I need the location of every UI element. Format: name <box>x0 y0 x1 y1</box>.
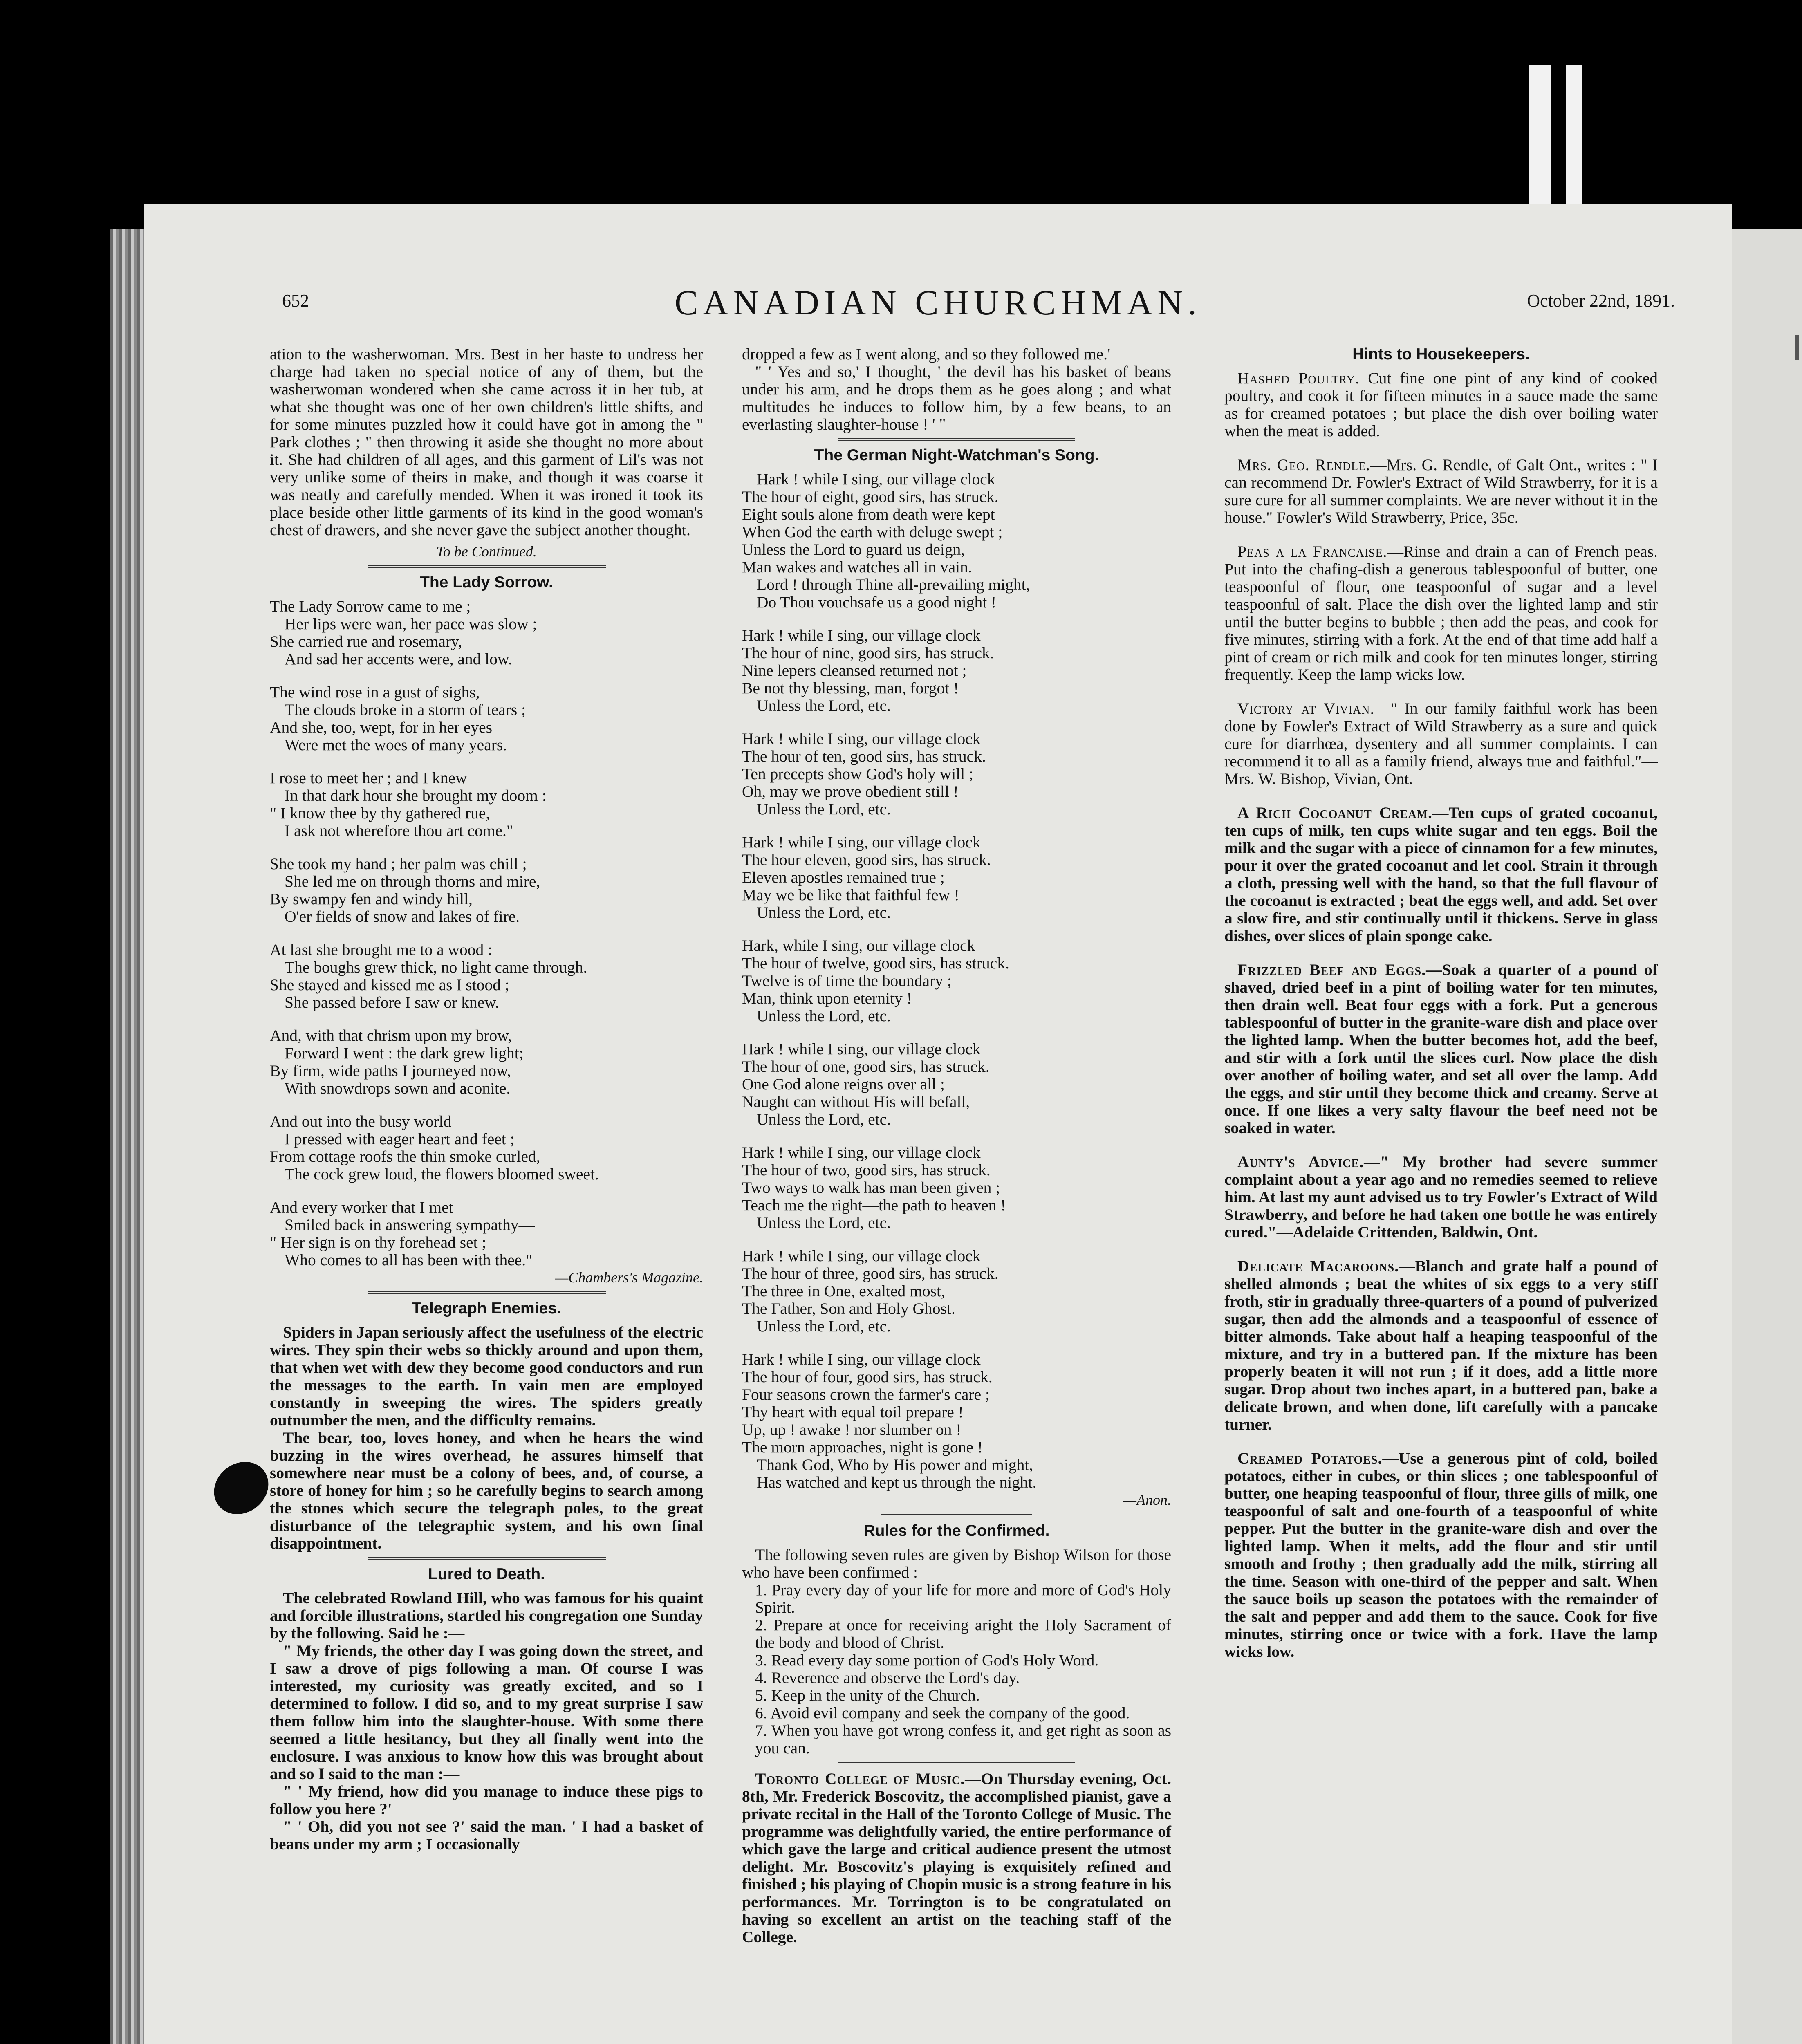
poem-line: Hark ! while I sing, our village clock <box>742 626 981 644</box>
hint-text: Cut fine one pint of any kind of cooked poultry, and cook it for fifteen minutes in a sauce made the same as for creamed potatoes ; but place the dish over boiling water when the meat is added. <box>1224 369 1658 440</box>
poem-line: Smiled back in answering sympathy— <box>285 1216 535 1234</box>
section-rule <box>881 1514 1032 1516</box>
article-title: Telegraph Enemies. <box>412 1300 561 1317</box>
page-edge <box>110 229 144 2044</box>
poem-line: The hour of eight, good sirs, has struck. <box>742 488 999 506</box>
poem-line: The morn approaches, night is gone ! <box>742 1438 983 1456</box>
poem-line: She carried rue and rosemary, <box>270 632 462 650</box>
poem-line: And she, too, wept, for in her eyes <box>270 718 493 736</box>
adjacent-page <box>1732 229 1802 2044</box>
story-continuation: dropped a few as I went along, and so they followed me.' <box>742 345 1111 363</box>
poem-line: Two ways to walk has man been given ; <box>742 1179 1000 1197</box>
stanza <box>742 1040 1171 1128</box>
masthead: CANADIAN CHURCHMAN. <box>675 283 1201 322</box>
poem-line: The cock grew loud, the flowers bloomed sweet. <box>285 1165 599 1183</box>
stanza <box>742 730 1171 818</box>
hint-head: Victory at Vivian. <box>1237 699 1375 717</box>
poem-line: Hark, while I sing, our village clock <box>742 937 975 955</box>
poem-line: In that dark hour she brought my doom : <box>285 787 547 805</box>
rule-item: 5. Keep in the unity of the Church. <box>755 1686 980 1704</box>
poem-line: One God alone reigns over all ; <box>742 1075 945 1093</box>
stanza <box>270 598 703 668</box>
hint-item <box>1224 370 1658 440</box>
hint-item <box>1224 1153 1658 1241</box>
poem-line: Her lips were wan, her pace was slow ; <box>285 615 537 633</box>
poem-line: Were met the woes of many years. <box>285 736 507 754</box>
news-head: Toronto College of Music. <box>755 1770 965 1788</box>
page-number: 652 <box>282 291 309 311</box>
stanza <box>270 769 703 840</box>
poem-line: The hour of one, good sirs, has struck. <box>742 1058 990 1076</box>
poem-line: Forward I went : the dark grew light; <box>285 1044 524 1062</box>
poem-line: Unless the Lord, etc. <box>757 1110 891 1128</box>
poem-line: The hour of nine, good sirs, has struck. <box>742 644 994 662</box>
poem-line: She stayed and kissed me as I stood ; <box>270 976 509 994</box>
poem-line: Man, think upon eternity ! <box>742 989 912 1007</box>
stanza <box>742 1247 1171 1335</box>
news-text: —On Thursday evening, Oct. 8th, Mr. Frederick Boscovitz, the accomplished pianist, gave a private recital in the Hall of the Toronto College of Music. The programme was delightfully varied, the entire performance of which gave the large and critical audience present the utmost delight. Mr. Boscovitz's playing is exquisitely refined and finished ; his playing of Chopin music is a strong feature in his performances. Mr. Torrington is to be congratulated on having so excellent an artist on the teaching staff of the College. <box>742 1770 1171 1946</box>
poem-night-watchman <box>742 471 1171 1509</box>
poem-line: The clouds broke in a storm of tears ; <box>285 701 526 719</box>
article-paragraph: The bear, too, loves honey, and when he hears the wind buzzing in the wires overhead, he assures himself that somewhere near must be a colony of bees, and, of course, a store of honey for him ; so he carefully begins to search among the stones which secure the telegraph poles, to the great disturbance of the telegraphic system, and his own final disappointment. <box>270 1429 703 1552</box>
hint-item <box>1224 1450 1658 1661</box>
poem-line: The hour of three, good sirs, has struck. <box>742 1264 999 1282</box>
poem-line: I rose to meet her ; and I knew <box>270 769 467 787</box>
poem-line: Unless the Lord, etc. <box>757 1007 891 1025</box>
section-rule <box>368 1557 606 1560</box>
hint-head: Aunty's Advice. <box>1237 1153 1364 1171</box>
article-lured-to-death <box>270 1589 703 1853</box>
page-header <box>144 282 1732 323</box>
hint-item <box>1224 804 1658 945</box>
poem-line: The hour of two, good sirs, has struck. <box>742 1161 991 1179</box>
poem-line: Hark ! while I sing, our village clock <box>742 1040 981 1058</box>
article-paragraph: " ' Oh, did you not see ?' said the man. ' I had a basket of beans under my arm ; I occasionally <box>270 1818 703 1853</box>
poem-line: The boughs grew thick, no light came through. <box>285 958 587 976</box>
poem-line: Hark ! while I sing, our village clock <box>742 1350 981 1368</box>
poem-line: And out into the busy world <box>270 1112 452 1130</box>
poem-line: Thank God, Who by His power and might, <box>757 1456 1033 1474</box>
poem-line: Man wakes and watches all in vain. <box>742 558 972 576</box>
poem-line: Unless the Lord, etc. <box>757 800 891 818</box>
poem-line: The Lady Sorrow came to me ; <box>270 597 471 615</box>
to-be-continued: To be Continued. <box>436 543 537 560</box>
hint-text: —Soak a quarter of a pound of shaved, dried beef in a pint of boiling water for ten minutes, then drain well. Beat four eggs with a fork. Put a generous tablespoonful of butter in the granite-ware dish and place over the lighted lamp. When the butter becomes hot, add the beef, and stir with a fork until the slices curl. Now place the dish over another of boiling water, and set all over the lamp. Add the eggs, and stir until they become thick and creamy. Serve at once. If one likes a very salty flavour the beef need not be soaked in water. <box>1224 961 1658 1137</box>
article-title: Lured to Death. <box>428 1565 545 1583</box>
poem-line: Ten precepts show God's holy will ; <box>742 765 974 783</box>
hint-item <box>1224 961 1658 1137</box>
article-paragraph: The celebrated Rowland Hill, who was famous for his quaint and forcible illustrations, startled his congregation one Sunday by the following. Said he :— <box>270 1589 703 1642</box>
hint-item <box>1224 456 1658 527</box>
hint-item <box>1224 1257 1658 1433</box>
poem-line: Twelve is of time the boundary ; <box>742 972 952 990</box>
poem-line: Do Thou vouchsafe us a good night ! <box>757 593 997 611</box>
stanza <box>742 1144 1171 1232</box>
poem-line: Hark ! while I sing, our village clock <box>742 1247 981 1265</box>
stanza <box>742 1351 1171 1491</box>
poem-line: She passed before I saw or knew. <box>285 993 500 1011</box>
poem-line: May we be like that faithful few ! <box>742 886 959 904</box>
hint-head: Mrs. Geo. Rendle. <box>1237 456 1371 474</box>
column-1 <box>270 345 703 1853</box>
hint-head: Delicate Macaroons. <box>1237 1257 1399 1275</box>
poem-line: From cottage roofs the thin smoke curled, <box>270 1148 540 1165</box>
poem-line: Eleven apostles remained true ; <box>742 868 945 886</box>
poem-line: Oh, may we prove obedient still ! <box>742 782 959 800</box>
poem-line: Four seasons crown the farmer's care ; <box>742 1385 990 1403</box>
hint-text: —Blanch and grate half a pound of shelled almonds ; beat the whites of six eggs to a very stiff froth, stir in gradually three-quarters of a pound of pulverized sugar, then add the almonds and a teaspoonful of essence of bitter almonds. Take about half a heaping teaspoonful of the mixture, and try in a buttered pan. If the mixture has been properly beaten it will not run ; if it does, add a little more sugar. Drop about two inches apart, in a buttered pan, bake a delicate brown, and when done, lift carefully with a pancake turner. <box>1224 1257 1658 1433</box>
poem-line: By firm, wide paths I journeyed now, <box>270 1062 511 1080</box>
poem-line: Hark ! while I sing, our village clock <box>742 1143 981 1161</box>
news-toronto-college <box>742 1770 1171 1946</box>
poem-line: And sad her accents were, and low. <box>285 650 512 668</box>
section-rule <box>368 565 606 568</box>
hint-item <box>1224 700 1658 788</box>
poem-line: Unless the Lord, etc. <box>757 903 891 921</box>
article-title: Rules for the Confirmed. <box>863 1522 1050 1540</box>
poem-line: At last she brought me to a wood : <box>270 941 493 959</box>
stanza <box>270 1113 703 1183</box>
hint-head: Hashed Poultry. <box>1237 369 1360 387</box>
poem-line: She took my hand ; her palm was chill ; <box>270 855 527 873</box>
story-continuation: " ' Yes and so,' I thought, ' the devil has his basket of beans under his arm, and he drops them as he goes along ; and what multitudes he induces to follow him, by a few beans, to an everlasting slaughter-house ! ' " <box>742 363 1171 433</box>
poem-line: Lord ! through Thine all-prevailing might, <box>757 576 1030 594</box>
column-2 <box>742 345 1171 1946</box>
poem-line: Unless the Lord to guard us deign, <box>742 540 965 558</box>
poem-line: Naught can without His will befall, <box>742 1093 970 1111</box>
stanza <box>270 855 703 926</box>
hint-item <box>1224 543 1658 684</box>
poem-line: Teach me the right—the path to heaven ! <box>742 1196 1006 1214</box>
rule-item: 4. Reverence and observe the Lord's day. <box>755 1669 1020 1687</box>
poem-line: O'er fields of snow and lakes of fire. <box>285 908 520 926</box>
poem-line: Unless the Lord, etc. <box>757 697 891 715</box>
poem-attribution: —Chambers's Magazine. <box>555 1269 703 1286</box>
stanza <box>270 941 703 1011</box>
poem-line: The wind rose in a gust of sighs, <box>270 683 480 701</box>
poem-line: Has watched and kept us through the night. <box>757 1473 1037 1491</box>
poem-line: Up, up ! awake ! nor slumber on ! <box>742 1421 962 1439</box>
stanza <box>742 471 1171 611</box>
article-telegraph-enemies <box>270 1324 703 1552</box>
poem-line: Unless the Lord, etc. <box>757 1317 891 1335</box>
poem-line: Unless the Lord, etc. <box>757 1214 891 1232</box>
poem-line: When God the earth with deluge swept ; <box>742 523 1003 541</box>
poem-title: The Lady Sorrow. <box>420 574 553 591</box>
poem-line: " Her sign is on thy forehead set ; <box>270 1233 486 1251</box>
section-rule <box>838 1762 1075 1764</box>
hint-head: Peas a la Francaise. <box>1237 542 1387 560</box>
rule-item: 3. Read every day some portion of God's Holy Word. <box>755 1651 1099 1669</box>
poem-line: And, with that chrism upon my brow, <box>270 1026 512 1044</box>
poem-line: Be not thy blessing, man, forgot ! <box>742 679 959 697</box>
poem-attribution: —Anon. <box>1123 1492 1171 1508</box>
rule-item: 2. Prepare at once for receiving aright the Holy Sacrament of the body and blood of Christ. <box>755 1616 1171 1652</box>
column-3 <box>1224 345 1658 1661</box>
rules-for-confirmed <box>742 1546 1171 1757</box>
poem-line: Nine lepers cleansed returned not ; <box>742 661 967 679</box>
poem-line: Hark ! while I sing, our village clock <box>742 833 981 851</box>
article-paragraph: Spiders in Japan seriously affect the usefulness of the electric wires. They spin their webs so thickly around and upon them, that when wet with dew they become good conductors and run the messages to the earth. In vain men are employed constantly in sweeping the wires. The spiders greatly outnumber the men, and the difficulty remains. <box>270 1323 704 1429</box>
section-title: Hints to Housekeepers. <box>1352 345 1530 363</box>
stanza <box>270 1027 703 1097</box>
hint-head: Frizzled Beef and Eggs. <box>1237 961 1426 979</box>
poem-line: The hour of ten, good sirs, has struck. <box>742 747 986 765</box>
rule-item: 1. Pray every day of your life for more and more of God's Holy Spirit. <box>755 1581 1171 1616</box>
issue-date: October 22nd, 1891. <box>1527 291 1675 311</box>
hint-text: —Rinse and drain a can of French peas. Put into the chafing-dish a generous tablespoonful of butter, one teaspoonful of flour, one teaspoonful of sugar and a level teaspoonful of salt. Place the dish over the lighted lamp and stir until the butter begins to bubble ; then add the peas, and cook for five minutes, stirring with a fork. At the end of that time add half a pint of cream or rich milk and cook for ten minutes longer, stirring frequently. Keep the lamp wicks low. <box>1224 542 1658 684</box>
section-rule <box>838 438 1075 441</box>
article-paragraph: " My friends, the other day I was going down the street, and I saw a drove of pigs following a man. Of course I was interested, my curiosity was greatly excited, and so I determined to follow. I did so, and to my great surprise I saw them follow him into the slaughter-house. With some there seemed a little hesitancy, but they all finally went into the enclosure. I was anxious to know how this was brought about and so I said to the man :— <box>270 1642 703 1783</box>
poem-line: I pressed with eager heart and feet ; <box>285 1130 515 1148</box>
poem-line: By swampy fen and windy hill, <box>270 890 473 908</box>
article-paragraph: " ' My friend, how did you manage to induce these pigs to follow you here ?' <box>270 1782 703 1818</box>
stanza <box>742 627 1171 715</box>
poem-title: The German Night-Watchman's Song. <box>814 446 1099 464</box>
poem-line: Eight souls alone from death were kept <box>742 505 995 523</box>
stanza <box>270 1199 703 1269</box>
stanza <box>742 937 1171 1025</box>
poem-line: The hour of twelve, good sirs, has struck. <box>742 954 1009 972</box>
story-continuation: ation to the washerwoman. Mrs. Best in her haste to undress her charge had taken no special notice of any of them, but the washerwoman wondered when she came across it in her tub, at what she thought was one of her own children's little shifts, and for some minutes puzzled how it could have got in among the " Park clothes ; " then throwing it aside she thought no more about it. She had children of all ages, and this garment of Lil's was not very unlike some of theirs in make, and though it was coarse it was neatly and carefully mended. When it was ironed it took its place beside other little garments of its kind in the good woman's chest of drawers, and she never gave the subject another thought. <box>270 345 703 539</box>
stanza <box>270 684 703 754</box>
hint-text: —" In our family faithful work has been done by Fowler's Extract of Wild Strawberry as a sure and quick cure for diarrhœa, dysentery and all summer complaints. I can recommend it to all as a family friend, always true and faithful."—Mrs. W. Bishop, Vivian, Ont. <box>1224 699 1658 788</box>
stanza <box>742 834 1171 921</box>
poem-line: Hark ! while I sing, our village clock <box>757 470 995 488</box>
hint-head: Creamed Potatoes. <box>1237 1449 1383 1467</box>
hint-head: A Rich Cocoanut Cream. <box>1237 804 1432 822</box>
section-rule <box>368 1291 606 1294</box>
rule-item: 6. Avoid evil company and seek the company of the good. <box>755 1704 1130 1722</box>
adjacent-page-mark <box>1795 335 1799 360</box>
poem-line: And every worker that I met <box>270 1198 453 1216</box>
hint-text: —Ten cups of grated cocoanut, ten cups of milk, ten cups white sugar and ten eggs. Boil the milk and the sugar with a piece of cinnamon for a few minutes, pour it over the grated cocoanut and let cool. Strain it through a cloth, pressing well with the hand, so that the full flavour of the cocoanut is extracted ; beat the eggs well, and add. Set over a slow fire, and stir continually until it thickens. Serve in glass dishes, over slices of plain sponge cake. <box>1224 804 1658 945</box>
poem-line: Thy heart with equal toil prepare ! <box>742 1403 964 1421</box>
poem-line: She led me on through thorns and mire, <box>285 872 540 890</box>
poem-line: " I know thee by thy gathered rue, <box>270 804 490 822</box>
poem-line: The hour of four, good sirs, has struck. <box>742 1368 993 1386</box>
poem-lady-sorrow <box>270 598 703 1286</box>
poem-line: The three in One, exalted most, <box>742 1282 945 1300</box>
poem-line: Hark ! while I sing, our village clock <box>742 730 981 748</box>
poem-line: Who comes to all has been with thee." <box>285 1251 533 1269</box>
poem-line: The Father, Son and Holy Ghost. <box>742 1300 955 1318</box>
hint-text: —Use a generous pint of cold, boiled potatoes, either in cubes, or thin slices ; one tablespoonful of butter, one heaping teaspoonful of flour, three gills of milk, one teaspoonful of salt and one-fourth of a teaspoonful of white pepper. Put the butter in the granite-ware dish and over the lighted lamp. When it melts, add the flour and stir until smooth and frothy ; then gradually add the milk, stirring all the time. Season with one-third of the pepper and salt. When the sauce boils up season the potatoes with the remainder of the salt and pepper and add them to the sauce. Cook for five minutes, stirring once or twice with a fork. Have the lamp wicks low. <box>1224 1449 1658 1661</box>
poem-line: With snowdrops sown and aconite. <box>285 1079 511 1097</box>
poem-line: I ask not wherefore thou art come." <box>285 822 513 840</box>
rules-intro: The following seven rules are given by Bishop Wilson for those who have been confirmed : <box>742 1546 1171 1581</box>
hint-text: —" My brother had severe summer complaint about a year ago and no remedies seemed to relieve him. At last my aunt advised us to try Fowler's Extract of Wild Strawberry, and before he had taken one bottle he was entirely cured."—Adelaide Crittenden, Baldwin, Ont. <box>1224 1153 1658 1241</box>
hint-text: —Mrs. G. Rendle, of Galt Ont., writes : " I can recommend Dr. Fowler's Extract of Wild Strawberry, for it is a sure cure for all summer complaints. We are never without it in the house." Fowler's Wild Strawberry, Price, 35c. <box>1224 456 1658 527</box>
poem-line: The hour eleven, good sirs, has struck. <box>742 851 991 869</box>
rule-item: 7. When you have got wrong confess it, and get right as soon as you can. <box>755 1721 1171 1757</box>
